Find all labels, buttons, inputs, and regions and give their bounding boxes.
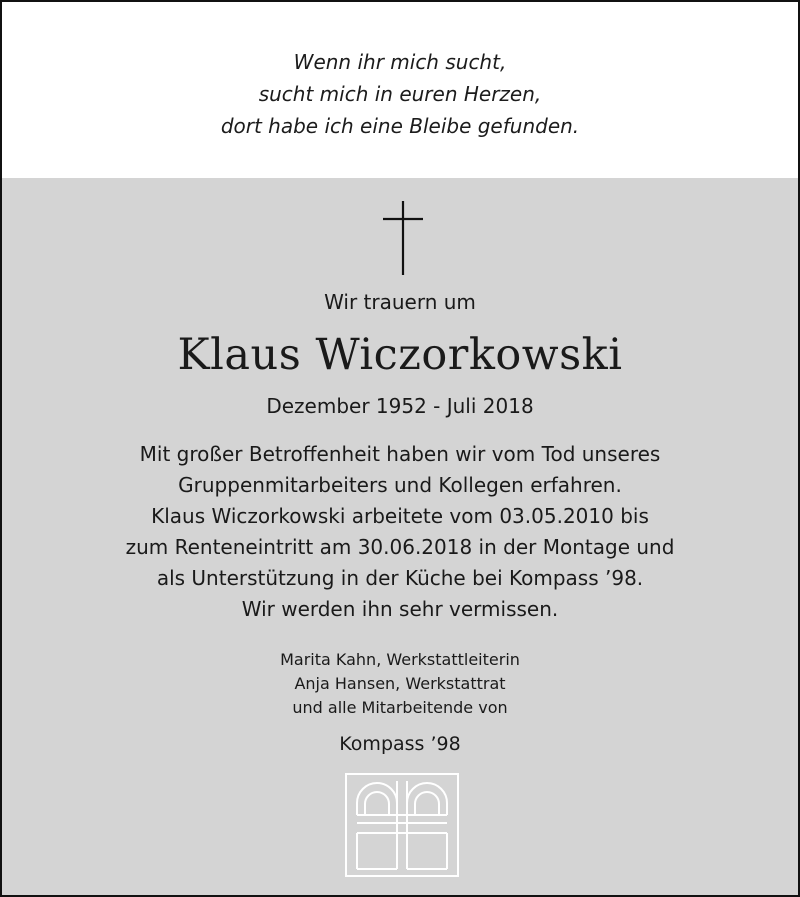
quote-section	[2, 2, 798, 178]
condolence-text	[2, 439, 798, 625]
body-line-3: Klaus Wiczorkowski arbeitete vom 03.05.2010 bis	[151, 504, 649, 528]
signer-line-2: Anja Hansen, Werkstattrat	[294, 674, 506, 693]
signer-line-3: und alle Mitarbeitende von	[292, 698, 508, 717]
body-line-2: Gruppenmitarbeiters und Kollegen erfahren.	[178, 473, 622, 497]
signer-line-1: Marita Kahn, Werkstattleiterin	[280, 650, 520, 669]
body-line-4: zum Renteneintritt am 30.06.2018 in der Montage und	[125, 535, 675, 559]
kompass-logo	[345, 773, 459, 877]
deceased-name: Klaus Wiczorkowski	[177, 330, 623, 380]
quote-line-3: dort habe ich eine Bleibe gefunden.	[220, 114, 580, 138]
organization-name: Kompass ’98	[339, 733, 461, 755]
quote-line-2: sucht mich in euren Herzen,	[258, 82, 542, 106]
life-dates: Dezember 1952 - Juli 2018	[266, 394, 534, 418]
body-line-5: als Unterstützung in der Küche bei Kompass ’98.	[156, 566, 644, 590]
cross-icon	[383, 201, 423, 275]
quote-line-1: Wenn ihr mich sucht,	[293, 50, 507, 74]
body-line-1: Mit großer Betroffenheit haben wir vom Tod unseres	[139, 442, 661, 466]
mourning-intro: Wir trauern um	[324, 290, 476, 314]
body-line-6: Wir werden ihn sehr vermissen.	[241, 597, 559, 621]
signers-block	[2, 648, 798, 720]
